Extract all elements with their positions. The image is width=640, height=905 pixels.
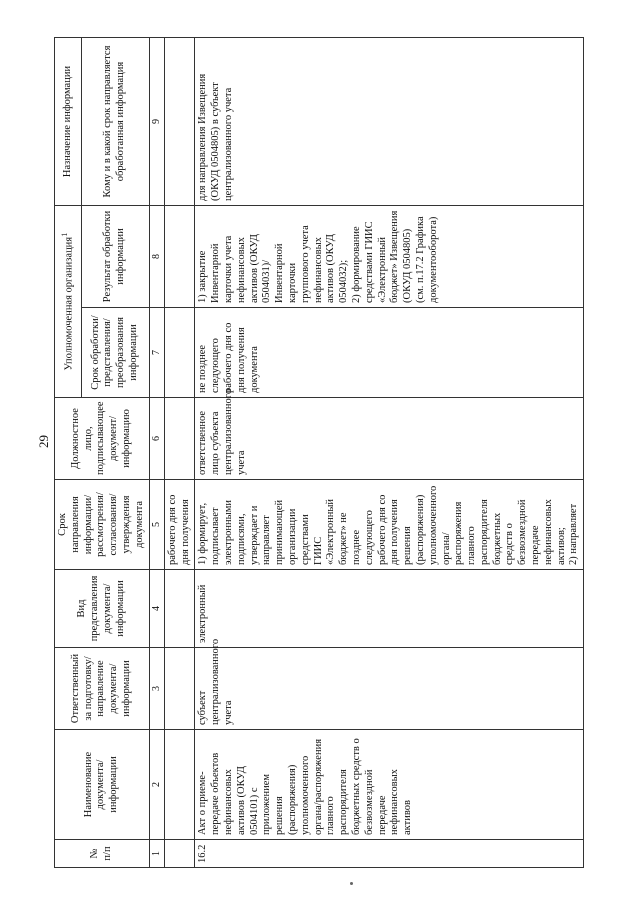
table-row [195, 38, 584, 868]
header-row-1 [55, 38, 82, 868]
row-org-result: 1) закрытие Инвентарной карточки учета нефинансовых активов (ОКУД 0504031)/Инвентарной карточки группового учета нефинансовых активов (ОКУД 0504032); 2) формирование средствами ГИИС «Электронный бюджет» Извещения (ОКУД 0504805) (см. п.17.2 Графика документооборота) [195, 206, 584, 308]
header-official: Должностное лицо, подписывающее документ/ информацию [55, 398, 150, 480]
column-index-row [149, 38, 164, 868]
header-org-term: Срок обработки/ представления/ преобразования информации [81, 308, 149, 398]
header-responsible: Ответственный за подготовку/ направление документа/ информации [55, 648, 150, 730]
row-org-term: не позднее следующего рабочего дня со дня получения документа [195, 308, 584, 398]
header-num: № п/п [55, 840, 150, 868]
scan-speck [350, 882, 353, 885]
header-organization-footnote: 1 [59, 232, 70, 237]
column-index: 9 [149, 38, 164, 206]
row-number: 16.2 [195, 840, 584, 868]
column-index: 6 [149, 398, 164, 480]
carry-over-row [164, 38, 195, 868]
column-index: 7 [149, 308, 164, 398]
row-official: ответственное лицо субъекта централизованного учета [195, 398, 584, 480]
header-purpose-group: Назначение информации [55, 38, 82, 206]
column-index: 3 [149, 648, 164, 730]
column-index: 5 [149, 480, 164, 570]
document-table-sheet [54, 38, 580, 868]
row-document-name: Акт о приеме-передаче объектов нефинансовых активов (ОКУД 0504101) с приложением решения (распоряжения) уполномоченного органа/распоряжения главного распорядителя бюджетных средств о безвозмездной передаче нефинансовых активов [195, 730, 584, 840]
header-organization-label: Уполномоченная организация [63, 236, 75, 371]
column-index: 2 [149, 730, 164, 840]
header-org-result: Результат обработки информации [81, 206, 149, 308]
header-purpose: Кому и в какой срок направляется обработанная информация [81, 38, 149, 206]
row-purpose: для направления Извещения (ОКУД 0504805) в субъект централизованного учета [195, 38, 584, 206]
row-form: электронный [195, 570, 584, 648]
column-index: 4 [149, 570, 164, 648]
header-name: Наименование документа/ информации [55, 730, 150, 840]
row-term: 1) формирует, подписывает электронными подписями, утверждает и направляет принимающей организации средствами ГИИС «Электронный бюджет» не позднее следующего рабочего дня со дня получения решения (распоряжения) уполномоченного органа/распоряжения главного распорядителя бюджетных средств о безвозмездной передаче нефинансовых активов; 2) направляет [195, 480, 584, 570]
row-responsible: субъект централизованного учета [195, 648, 584, 730]
carry-over-text: рабочего дня со дня получения [164, 480, 195, 570]
header-term: Срок направления информации/ рассмотрения/ согласования/ утверждения документа [55, 480, 150, 570]
header-form: Вид представления документа/ информации [55, 570, 150, 648]
column-index: 1 [149, 840, 164, 868]
document-flow-table [54, 37, 584, 868]
page-number: 29 [36, 435, 51, 448]
header-organization-group [55, 206, 82, 398]
column-index: 8 [149, 206, 164, 308]
